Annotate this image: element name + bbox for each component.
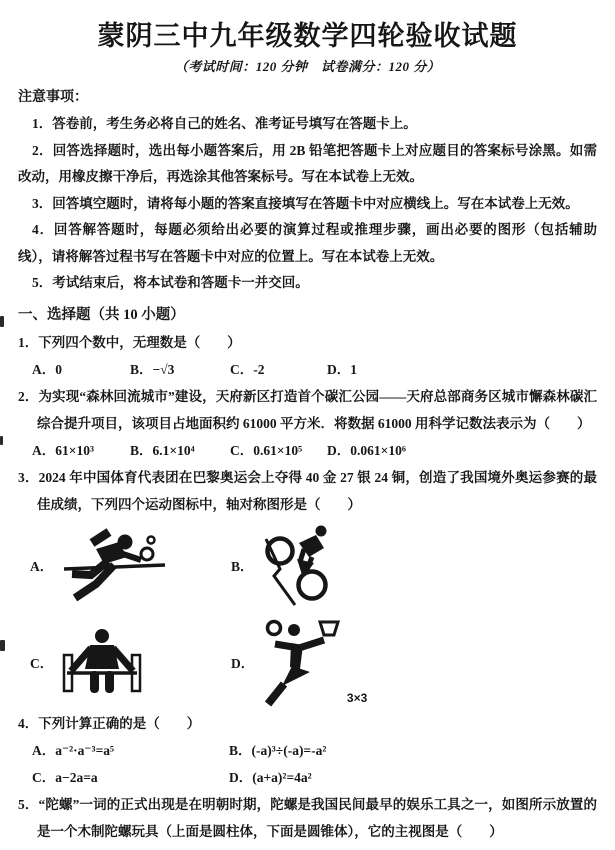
question-4-options [18,737,597,791]
weightlifting-icon [62,627,142,697]
scan-artifact [0,640,5,651]
question-3-option-a [30,523,231,607]
scan-artifact [0,436,3,445]
table-tennis-icon [62,527,167,603]
question-4-stem: 4．下列计算正确的是（ ） [18,715,201,731]
notice-item: 1．答卷前，考生务必将自己的姓名、准考证号填写在答题卡上。 [32,116,417,131]
mountain-bike-icon [263,523,331,607]
option-d: D．0.061×10⁶ [327,442,406,458]
option-d-label: D． [231,655,255,671]
icon-caption-3x3: 3×3 [346,690,368,705]
question-3-option-b [231,523,597,607]
question-1-stem: 1．下列四个数中，无理数是（ ） [18,334,241,350]
notices-heading: 注意事项： [18,90,88,105]
notice-item: 4．回答解答题时，每题必须给出必要的演算过程或推理步骤，画出必要的图形（包括辅助线），请将解答过程书写在答题卡中对应的位置上。写在本试卷上无效。 [18,222,597,264]
option-d: D．1 [327,361,357,377]
notice-item: 2．回答选择题时，选出每小题答案后，用 2B 铅笔把答题卡上对应题目的答案标号涂黑。如需改动，用橡皮擦干净后，再选涂其他答案标号。写在本试卷上无效。 [18,142,597,184]
question-3-option-d [231,617,597,707]
question-2-stem: 2．为实现“森林回流城市”建设，天府新区打造首个碳汇公园——天府总部商务区城市懈森林碳汇综合提升项目，该项目占地面积约 61000 平方米．将数据 61000 用科学记数法表示为（ ） [18,388,597,431]
question-3-option-c [30,617,231,707]
notice-item: 3．回答填空题时，请将每小题的答案直接填写在答题卡中对应横线上。写在本试卷上无效。 [32,195,579,211]
option-a-label: A． [30,558,54,574]
question-3-stem: 3．2024 年中国体育代表团在巴黎奥运会上夺得 40 金 27 银 24 铜，创造了我国境外奥运参赛的最佳成绩，下列四个运动图标中，轴对称图形是（ ） [18,469,597,512]
basketball-3x3-icon [263,617,368,707]
option-d: D．(a+a)²=4a² [229,769,312,785]
question-2-options [18,437,597,464]
section-heading-choice: 一、选择题（共 10 小题） [18,306,185,323]
exam-info-subtitle: （考试时间：120 分钟 试卷满分：120 分） [174,59,441,74]
option-c: C．0.61×10⁵ [230,442,303,458]
option-b: B．−√3 [130,361,175,377]
option-b-label: B． [231,558,254,574]
question-1-options [18,356,597,383]
option-c: C．a−2a=a [32,769,98,785]
page-title: 蒙阴三中九年级数学四轮验收试题 [97,21,518,51]
option-a: A．0 [32,361,62,377]
option-c-label: C． [30,655,54,671]
question-5-stem: 5．“陀螺”一词的正式出现是在明朝时期，陀螺是我国民间最早的娱乐工具之一，如图所示放置的是一个木制陀螺玩具（上面是圆柱体，下面是圆锥体），它的主视图是（ ） [18,796,597,839]
notice-item: 5．考试结束后，将本试卷和答题卡一并交回。 [32,275,309,290]
option-b: B．6.1×10⁴ [130,442,195,458]
option-b: B．(-a)³÷(-a)=-a² [229,742,327,758]
question-3-icon-options [18,523,597,707]
option-a: A．61×10³ [32,442,94,458]
option-a: A．a⁻²·a⁻³=a⁵ [32,742,115,758]
scan-artifact [0,316,4,327]
option-c: C．-2 [230,361,265,377]
